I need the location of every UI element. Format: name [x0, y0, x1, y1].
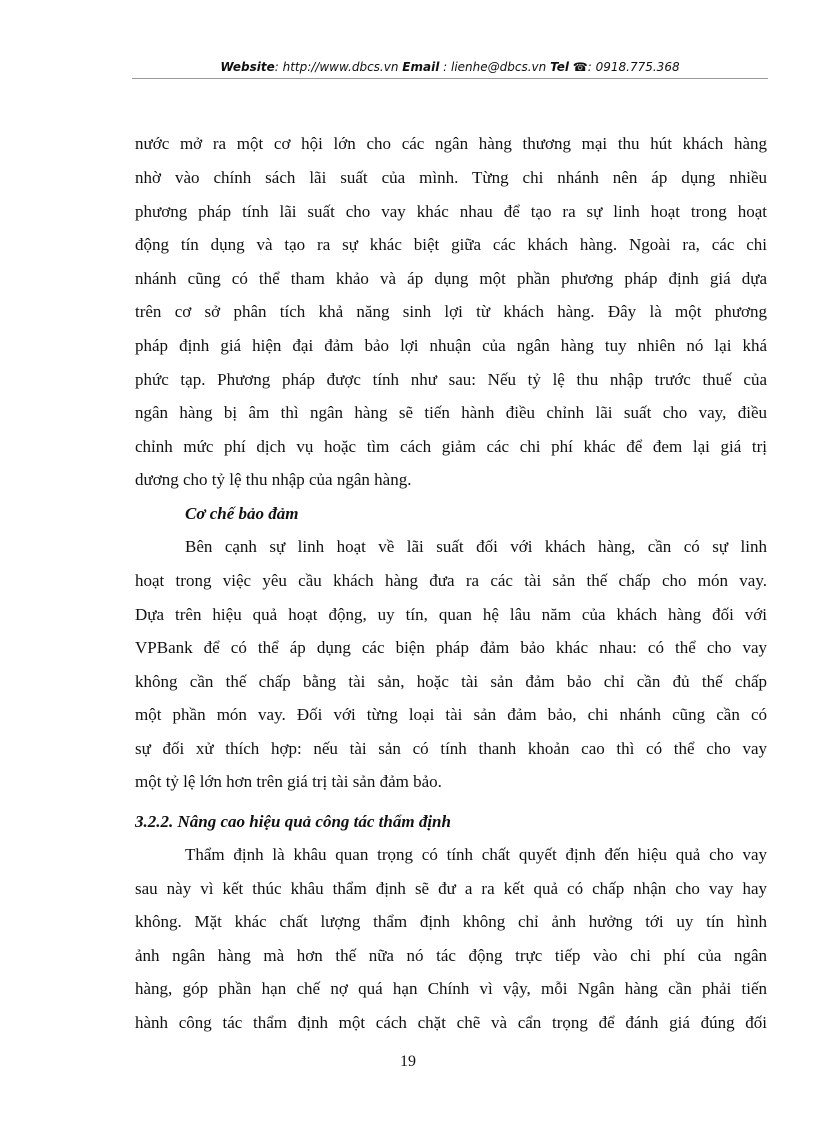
- body-line: pháp định giá hiện đại đảm bảo lợi nhuận của ngân hàng tuy nhiên nó lại khá: [135, 336, 767, 355]
- subheading-collateral: Cơ chế bảo đảm: [185, 504, 299, 523]
- body-line: nhánh cũng có thể tham khảo và áp dụng một phần phương pháp định giá dựa: [135, 269, 767, 288]
- body-line: Bên cạnh sự linh hoạt về lãi suất đối với khách hàng, cần có sự linh: [185, 537, 767, 556]
- phone-icon: ☎: [572, 60, 588, 74]
- page-number: 19: [400, 1053, 416, 1070]
- body-line: một tỷ lệ lớn hơn trên giá trị tài sản đảm bảo.: [135, 772, 442, 791]
- body-line: VPBank để có thể áp dụng các biện pháp đảm bảo khác nhau: có thể cho vay: [135, 638, 767, 657]
- body-line: chỉnh mức phí dịch vụ hoặc tìm cách giảm các chi phí khác để đem lại giá trị: [135, 437, 767, 456]
- header-divider: [132, 78, 768, 79]
- body-line: hàng, góp phần hạn chế nợ quá hạn Chính vì vậy, mỗi Ngân hàng cần phải tiến: [135, 979, 767, 998]
- body-line: sự đối xử thích hợp: nếu tài sản có tính thanh khoản cao thì có thể cho vay: [135, 739, 767, 758]
- website-value: : http://www.dbcs.vn: [274, 60, 399, 74]
- website-label: Website: [220, 60, 275, 74]
- body-line: nhờ vào chính sách lãi suất của mình. Từng chi nhánh nên áp dụng nhiều: [135, 168, 767, 187]
- tel-value: : 0918.775.368: [587, 60, 680, 74]
- body-line: ngân hàng bị âm thì ngân hàng sẽ tiến hành điều chỉnh lãi suất cho vay, điều: [135, 403, 767, 422]
- body-line: không cần thế chấp bằng tài sản, hoặc tài sản đảm bảo chỉ cần đủ thế chấp: [135, 672, 767, 691]
- body-line: dương cho tỷ lệ thu nhập của ngân hàng.: [135, 470, 412, 489]
- body-line: phương pháp tính lãi suất cho vay khác nhau để tạo ra sự linh hoạt trong hoạt: [135, 202, 767, 221]
- section-heading-3-2-2: 3.2.2. Nâng cao hiệu quả công tác thẩm định: [135, 812, 451, 831]
- body-line: một phần món vay. Đối với từng loại tài sản đảm bảo, chi nhánh cũng cần có: [135, 705, 767, 724]
- body-line: động tín dụng và tạo ra sự khác biệt giữa các khách hàng. Ngoài ra, các chi: [135, 235, 767, 254]
- body-line: không. Mặt khác chất lượng thẩm định không chỉ ảnh hưởng tới uy tín hình: [135, 912, 767, 931]
- email-value: : lienhe@dbcs.vn: [443, 60, 547, 74]
- body-line: ảnh ngân hàng mà hơn thế nữa nó tác động trực tiếp vào chi phí của ngân: [135, 946, 767, 965]
- page-header: [132, 60, 768, 74]
- email-label: Email: [402, 60, 440, 74]
- tel-label: Tel: [550, 60, 569, 74]
- body-line: nước mở ra một cơ hội lớn cho các ngân hàng thương mại thu hút khách hàng: [135, 134, 767, 153]
- body-line: phức tạp. Phương pháp được tính như sau: Nếu tỷ lệ thu nhập trước thuế của: [135, 370, 767, 389]
- body-line: Thẩm định là khâu quan trọng có tính chất quyết định đến hiệu quả cho vay: [185, 845, 767, 864]
- body-line: trên cơ sở phân tích khả năng sinh lợi từ khách hàng. Đây là một phương: [135, 302, 767, 321]
- body-line: Dựa trên hiệu quả hoạt động, uy tín, quan hệ lâu năm của khách hàng đối với: [135, 605, 767, 624]
- body-line: hành công tác thẩm định một cách chặt chẽ và cẩn trọng để đánh giá đúng đối: [135, 1013, 767, 1032]
- body-line: sau này vì kết thúc khâu thẩm định sẽ đư a ra kết quả có chấp nhận cho vay hay: [135, 879, 767, 898]
- body-line: hoạt trong việc yêu cầu khách hàng đưa ra các tài sản thế chấp cho món vay.: [135, 571, 767, 590]
